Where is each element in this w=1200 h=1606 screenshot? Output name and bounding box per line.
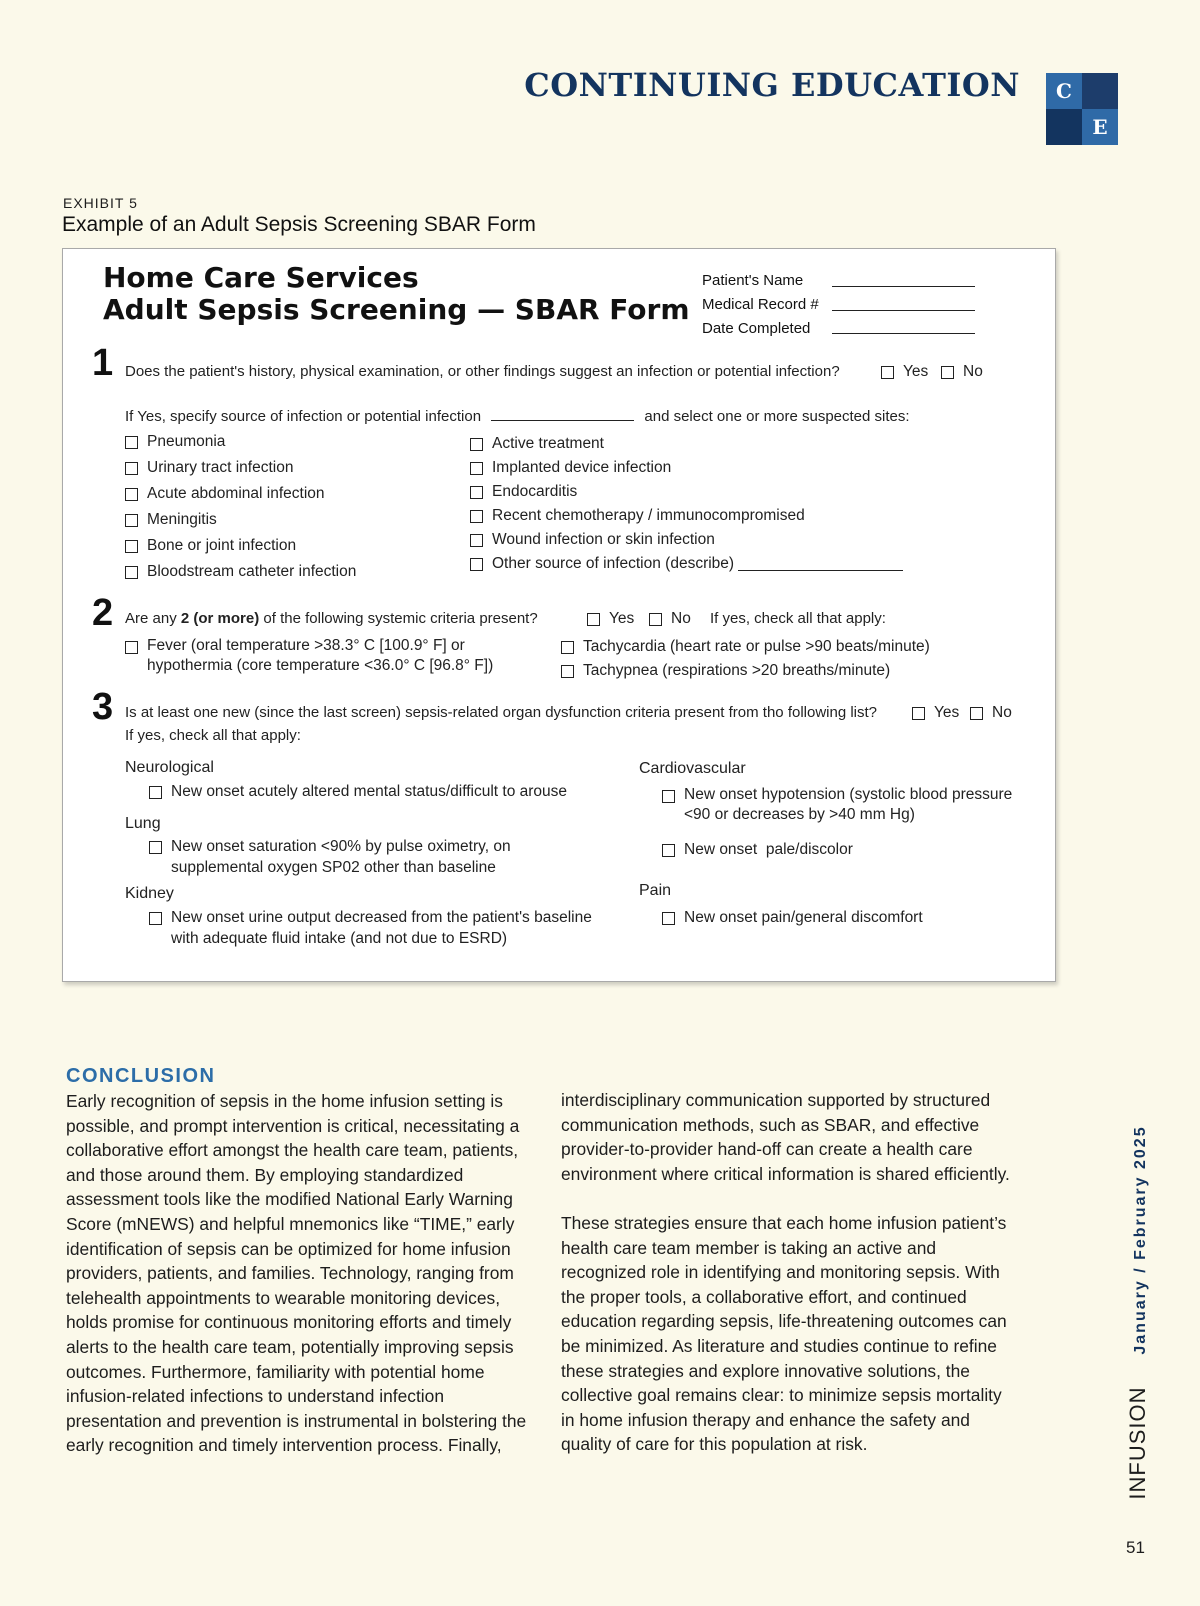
section-1-question: Does the patient's history, physical examination, or other findings suggest an infection or potential infection? <box>125 363 840 380</box>
checkbox[interactable] <box>470 558 483 571</box>
checkbox[interactable] <box>470 510 483 523</box>
site-label: Bloodstream catheter infection <box>147 563 357 580</box>
section-3-no[interactable] <box>970 704 1012 722</box>
section-3-check-all: If yes, check all that apply: <box>125 727 301 744</box>
patient-name-label: Patient's Name <box>702 272 804 289</box>
form-title-line2: Adult Sepsis Screening — SBAR Form <box>103 293 690 326</box>
checkbox[interactable] <box>125 514 138 527</box>
checkbox[interactable] <box>912 707 925 720</box>
neurological-item: New onset acutely altered mental status/difficult to arouse <box>171 783 568 800</box>
section-3-yes[interactable] <box>912 704 959 722</box>
date-completed-label: Date Completed <box>702 320 811 337</box>
checkbox[interactable] <box>470 462 483 475</box>
kidney-option[interactable] <box>149 909 592 949</box>
kidney-item-line2: with adequate fluid intake (and not due to ESRD) <box>171 930 508 947</box>
medical-record-label: Medical Record # <box>702 296 819 313</box>
section-2-yes[interactable] <box>587 610 634 628</box>
conclusion-paragraph: These strategies ensure that each home infusion patient’s health care team member is taking an active and recognized role in identifying and monitoring sepsis. With the proper tools, a collaborative effort, and continued education regarding sepsis, life-threatening outcomes can be minimized. As literature and studies continue to refine these strategies and explore innovative solutions, the collective goal remains clear: to minimize sepsis mortality in home infusion therapy and enhance the safety and quality of care for this population at risk. <box>561 1212 1007 1455</box>
question-bold: 2 (or more) <box>180 610 260 627</box>
neurological-option[interactable] <box>149 783 567 801</box>
section-2-check-all: If yes, check all that apply: <box>710 610 886 627</box>
conclusion-right-column <box>561 1088 1019 1457</box>
pain-label: Pain <box>639 882 672 899</box>
kidney-item-line1: New onset urine output decreased from the patient's baseline <box>171 909 592 926</box>
section-2-question <box>125 610 538 627</box>
pain-option[interactable] <box>662 909 923 927</box>
site-label: Acute abdominal infection <box>147 485 325 502</box>
checkbox[interactable] <box>662 912 675 925</box>
yes-label: Yes <box>903 363 929 380</box>
lung-option[interactable] <box>149 838 511 878</box>
ce-logo <box>1046 73 1118 145</box>
checkbox[interactable] <box>470 486 483 499</box>
site-option[interactable] <box>125 511 356 537</box>
conclusion-paragraph: interdisciplinary communication supported by structured communication methods, such as SBAR, and effective provider-to-provider hand-off can create a health care environment where critical information is shared efficiently. <box>561 1090 1010 1184</box>
site-label: Endocarditis <box>492 483 578 500</box>
fever-line1: Fever (oral temperature >38.3° C [100.9° F] or <box>147 637 465 654</box>
question-prefix: Are any <box>125 610 177 627</box>
section-title: CONTINUING EDUCATION <box>524 66 1020 104</box>
logo-letter-e: E <box>1082 109 1118 145</box>
site-label: Recent chemotherapy / immunocompromised <box>492 507 805 524</box>
logo-square <box>1046 109 1082 145</box>
site-option[interactable] <box>125 485 356 511</box>
logo-square <box>1082 73 1118 109</box>
checkbox[interactable] <box>649 613 662 626</box>
exhibit-label: EXHIBIT 5 <box>63 195 138 211</box>
conclusion-paragraph: Early recognition of sepsis in the home infusion setting is possible, and prompt intervention is critical, necessitating a collaborative effort amongst the health care team, patients, and those around them. By employing standardized assessment tools like the modified National Early Warning Score (mNEWS) and helpful mnemonics like “TIME,” early identification of sepsis can be optimized for home infusion providers, patients, and families. Technology, ranging from telehealth appointments to wearable monitoring devices, holds promise for continuous monitoring efforts and timely alerts to the health care team, potentially improving sepsis outcomes. Furthermore, familiarity with potential home infusion-related infections to understand infection presentation and prevention is instrumental in bolstering the early recognition and timely intervention process. Finally, <box>66 1091 527 1456</box>
checkbox[interactable] <box>662 844 675 857</box>
section-1-yes[interactable] <box>881 363 928 381</box>
tachypnea-option[interactable] <box>561 662 890 680</box>
tachycardia-label: Tachycardia (heart rate or pulse >90 beats/minute) <box>583 638 930 655</box>
site-label: Pneumonia <box>147 433 226 450</box>
neurological-label: Neurological <box>125 759 214 776</box>
lung-item <box>171 836 511 878</box>
checkbox[interactable] <box>125 540 138 553</box>
logo-letter-c: C <box>1046 73 1082 109</box>
conclusion-left-column <box>66 1089 536 1458</box>
section-1-number: 1 <box>92 342 114 384</box>
checkbox[interactable] <box>149 841 162 854</box>
site-option[interactable] <box>125 537 356 563</box>
patient-name-field[interactable] <box>832 286 975 287</box>
yes-label: Yes <box>934 704 960 721</box>
site-option[interactable] <box>470 483 903 507</box>
tachycardia-option[interactable] <box>561 638 930 656</box>
kidney-item <box>171 907 592 949</box>
no-label: No <box>671 610 691 627</box>
section-3-question: Is at least one new (since the last screen) sepsis-related organ dysfunction criteria present from tho following list? <box>125 704 878 721</box>
checkbox[interactable] <box>561 665 574 678</box>
lung-item-line1: New onset saturation <90% by pulse oximetry, on <box>171 838 511 855</box>
infection-source-field[interactable] <box>491 420 634 421</box>
site-option[interactable] <box>470 459 903 483</box>
checkbox[interactable] <box>561 641 574 654</box>
checkbox[interactable] <box>149 786 162 799</box>
cardiovascular-label: Cardiovascular <box>639 760 746 777</box>
yes-label: Yes <box>609 610 635 627</box>
section-1-specify <box>125 408 910 425</box>
date-completed-field[interactable] <box>832 333 975 334</box>
lung-item-line2: supplemental oxygen SP02 other than baseline <box>171 859 496 876</box>
checkbox[interactable] <box>587 613 600 626</box>
checkbox[interactable] <box>125 566 138 579</box>
no-label: No <box>992 704 1012 721</box>
pale-item: New onset pale/discolor <box>684 841 853 858</box>
section-3-number: 3 <box>92 686 114 728</box>
form-title <box>103 262 690 326</box>
lung-label: Lung <box>125 815 161 832</box>
checkbox[interactable] <box>125 462 138 475</box>
kidney-label: Kidney <box>125 885 174 902</box>
site-label: Meningitis <box>147 511 217 528</box>
other-source-field[interactable] <box>738 555 903 571</box>
specify-suffix: and select one or more suspected sites: <box>644 408 910 425</box>
medical-record-field[interactable] <box>832 310 975 311</box>
site-label: Wound infection or skin infection <box>492 531 715 548</box>
checkbox[interactable] <box>970 707 983 720</box>
checkbox[interactable] <box>662 790 675 803</box>
checkbox[interactable] <box>941 366 954 379</box>
pale-option[interactable] <box>662 841 853 859</box>
checkbox[interactable] <box>149 912 162 925</box>
site-option[interactable] <box>470 507 903 531</box>
section-2-number: 2 <box>92 592 114 634</box>
site-option[interactable] <box>125 433 356 459</box>
checkbox[interactable] <box>881 366 894 379</box>
magazine-name: INFUSION <box>1125 1386 1150 1500</box>
section-2-no[interactable] <box>649 610 691 628</box>
site-option[interactable] <box>470 435 903 459</box>
site-option[interactable] <box>125 459 356 485</box>
conclusion-heading: CONCLUSION <box>66 1065 216 1087</box>
fever-option[interactable] <box>125 638 493 676</box>
issue-date: January / February 2025 <box>1132 1125 1149 1355</box>
exhibit-title: Example of an Adult Sepsis Screening SBAR Form <box>62 213 536 236</box>
tachypnea-label: Tachypnea (respirations >20 breaths/minute) <box>583 662 891 679</box>
fever-label <box>147 636 493 676</box>
checkbox[interactable] <box>125 641 138 654</box>
hypotension-item <box>684 785 1012 825</box>
pain-item: New onset pain/general discomfort <box>684 909 923 926</box>
section-1-no[interactable] <box>941 363 983 381</box>
form-title-line1: Home Care Services <box>103 261 419 294</box>
site-label: Urinary tract infection <box>147 459 294 476</box>
hypotension-option[interactable] <box>662 787 1012 825</box>
checkbox[interactable] <box>125 436 138 449</box>
specify-prefix: If Yes, specify source of infection or potential infection <box>125 408 482 425</box>
checkbox[interactable] <box>470 534 483 547</box>
site-option[interactable] <box>470 555 903 579</box>
site-option[interactable] <box>470 531 903 555</box>
site-label: Active treatment <box>492 435 604 452</box>
fever-line2: hypothermia (core temperature <36.0° C [96.8° F]) <box>147 657 494 674</box>
sites-left-list <box>125 433 356 589</box>
checkbox[interactable] <box>125 488 138 501</box>
site-label: Implanted device infection <box>492 459 672 476</box>
hypotension-line2: <90 or decreases by >40 mm Hg) <box>684 806 915 823</box>
page-number: 51 <box>1126 1538 1145 1557</box>
site-label: Bone or joint infection <box>147 537 297 554</box>
question-suffix: of the following systemic criteria present? <box>263 610 538 627</box>
sites-right-list <box>470 435 903 579</box>
no-label: No <box>963 363 983 380</box>
checkbox[interactable] <box>470 438 483 451</box>
site-option[interactable] <box>125 563 356 589</box>
sbar-form <box>62 248 1056 982</box>
hypotension-line1: New onset hypotension (systolic blood pressure <box>684 786 1013 803</box>
site-label: Other source of infection (describe) <box>492 555 735 572</box>
